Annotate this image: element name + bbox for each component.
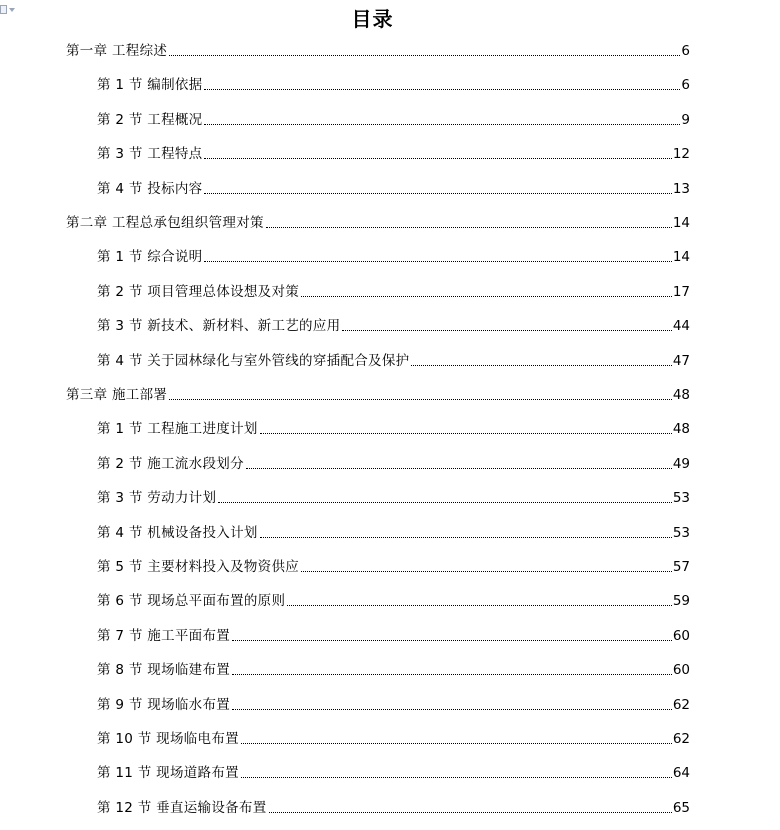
toc-page-number: 59 <box>672 593 690 610</box>
toc-section-entry[interactable] <box>97 451 690 473</box>
toc-chapter-entry[interactable] <box>66 210 690 232</box>
toc-leader-dots <box>232 709 672 710</box>
toc-page-number: 62 <box>672 696 690 713</box>
toc-section-entry[interactable] <box>97 107 690 129</box>
toc-leader-dots <box>204 158 671 159</box>
toc-entry-label: 第 7 节 施工平面布置 <box>97 627 231 644</box>
toc-entry-label: 第三章 施工部署 <box>66 387 168 403</box>
toc-entry-label: 第 11 节 现场道路布置 <box>97 765 239 782</box>
toc-page-number: 57 <box>672 559 690 575</box>
toc-page-number: 60 <box>672 627 690 644</box>
toc-entry-label: 第 4 节 投标内容 <box>97 180 203 197</box>
toc-section-entry[interactable] <box>97 141 690 163</box>
toc-page-number: 62 <box>672 731 690 747</box>
toc-page-number: 9 <box>681 111 690 128</box>
toc-leader-dots <box>411 365 671 366</box>
toc-leader-dots <box>204 124 680 125</box>
toc-leader-dots <box>260 537 672 538</box>
toc-leader-dots <box>241 777 672 778</box>
toc-page-number: 64 <box>672 765 690 782</box>
toc-leader-dots <box>169 55 680 56</box>
toc-leader-dots <box>269 812 672 813</box>
toc-section-entry[interactable] <box>97 692 690 714</box>
toc-section-entry[interactable] <box>97 520 690 542</box>
toc-page-number: 60 <box>672 662 690 679</box>
toc-chapter-entry[interactable] <box>66 38 690 60</box>
toc-entry-label: 第 4 节 机械设备投入计划 <box>97 524 258 541</box>
toc-page-number: 48 <box>672 387 690 403</box>
toc-leader-dots <box>204 261 671 262</box>
toc-page-number: 65 <box>672 799 690 816</box>
toc-page-number: 47 <box>672 352 690 369</box>
toc-section-entry[interactable] <box>97 176 690 198</box>
toc-section-entry[interactable] <box>97 313 690 335</box>
toc-entry-label: 第 10 节 现场临电布置 <box>97 731 239 747</box>
toc-entry-label: 第 12 节 垂直运输设备布置 <box>97 799 267 816</box>
toc-page-number: 6 <box>681 77 690 94</box>
toc-leader-dots <box>204 89 680 90</box>
toc-leader-dots <box>218 502 672 503</box>
toc-section-entry[interactable] <box>97 760 690 782</box>
toc-section-entry[interactable] <box>97 623 690 645</box>
toc-entry-label: 第 3 节 劳动力计划 <box>97 490 217 507</box>
toc-entry-label: 第 3 节 新技术、新材料、新工艺的应用 <box>97 318 341 335</box>
toc-page-number: 44 <box>672 318 690 335</box>
toc-section-entry[interactable] <box>97 657 690 679</box>
toc-page-number: 14 <box>672 215 690 231</box>
toc-page-number: 48 <box>672 421 690 438</box>
toc-section-entry[interactable] <box>97 416 690 438</box>
toc-page-number: 17 <box>672 283 690 300</box>
toc-entry-label: 第 8 节 现场临建布置 <box>97 662 231 679</box>
toc-entry-label: 第 5 节 主要材料投入及物资供应 <box>97 559 300 575</box>
toc-leader-dots <box>301 296 672 297</box>
toc-section-entry[interactable] <box>97 348 690 370</box>
toc-entry-label: 第 1 节 工程施工进度计划 <box>97 421 258 438</box>
toc-section-entry[interactable] <box>97 244 690 266</box>
toc-leader-dots <box>260 433 672 434</box>
toc-entry-label: 第一章 工程综述 <box>66 43 168 59</box>
toc-leader-dots <box>246 468 672 469</box>
toc-leader-dots <box>169 399 672 400</box>
toc-entry-label: 第 6 节 现场总平面布置的原则 <box>97 593 286 610</box>
toc-entry-label: 第 4 节 关于园林绿化与室外管线的穿插配合及保护 <box>97 352 410 369</box>
toc-entry-label: 第 1 节 编制依据 <box>97 77 203 94</box>
page-title: 目录 <box>351 7 394 31</box>
toc-entry-label: 第 1 节 综合说明 <box>97 249 203 266</box>
toc-leader-dots <box>204 193 671 194</box>
toc-section-entry[interactable] <box>97 279 690 301</box>
toc-leader-dots <box>232 674 672 675</box>
toc-leader-dots <box>301 571 672 572</box>
toc-page-number: 53 <box>672 524 690 541</box>
toc-entry-label: 第二章 工程总承包组织管理对策 <box>66 215 264 231</box>
toc-entry-label: 第 2 节 施工流水段划分 <box>97 455 244 472</box>
toc-section-entry[interactable] <box>97 554 690 576</box>
toc-chapter-entry[interactable] <box>66 382 690 404</box>
toc-leader-dots <box>342 330 671 331</box>
toc-leader-dots <box>287 605 672 606</box>
toc-entry-label: 第 3 节 工程特点 <box>97 146 203 163</box>
toc-leader-dots <box>232 640 672 641</box>
toc-section-entry[interactable] <box>97 795 690 817</box>
toc-section-entry[interactable] <box>97 726 690 748</box>
toc-page-number: 53 <box>672 490 690 507</box>
toc-leader-dots <box>241 743 672 744</box>
toc-page-number: 13 <box>672 180 690 197</box>
toc-page-number: 14 <box>672 249 690 266</box>
toc-section-entry[interactable] <box>97 72 690 94</box>
toc-page-number: 12 <box>672 146 690 163</box>
toc-entry-label: 第 2 节 工程概况 <box>97 111 203 128</box>
toc-entry-label: 第 2 节 项目管理总体设想及对策 <box>97 283 300 300</box>
toc-leader-dots <box>266 227 672 228</box>
toc-section-entry[interactable] <box>97 485 690 507</box>
toc-entry-label: 第 9 节 现场临水布置 <box>97 696 231 713</box>
toc-page-number: 6 <box>681 43 690 59</box>
toc-section-entry[interactable] <box>97 588 690 610</box>
toc-page-number: 49 <box>672 455 690 472</box>
